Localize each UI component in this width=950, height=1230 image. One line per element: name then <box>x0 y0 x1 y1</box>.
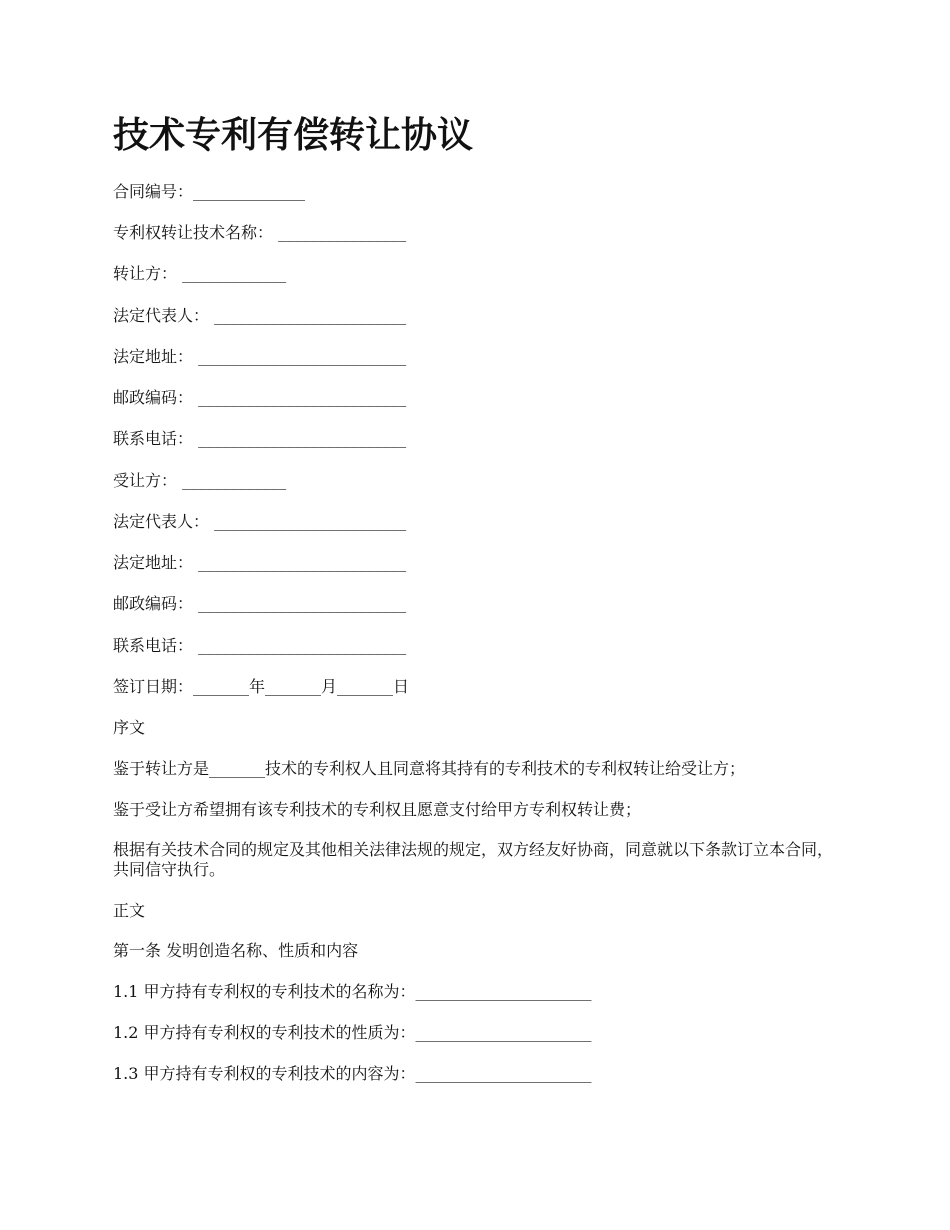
transferee-address-field: 法定地址： __________________________ <box>113 553 407 572</box>
patent-name-field: 专利权转让技术名称： ________________ <box>113 223 407 242</box>
preamble-paragraph-2: 鉴于受让方希望拥有该专利技术的专利权且愿意支付给甲方专利权转让费； <box>113 800 642 819</box>
transferee-field: 受让方： _____________ <box>113 471 287 490</box>
preamble-heading: 序文 <box>113 718 146 737</box>
article-1-heading: 第一条 发明创造名称、性质和内容 <box>113 941 359 960</box>
sign-date-field: 签订日期：_______年_______月_______日 <box>113 677 410 696</box>
transferor-postcode-field: 邮政编码： __________________________ <box>113 388 407 407</box>
transferee-postcode-field: 邮政编码： __________________________ <box>113 594 407 613</box>
transferor-phone-field: 联系电话： __________________________ <box>113 429 407 448</box>
preamble-paragraph-1: 鉴于转让方是_______技术的专利权人且同意将其持有的专利技术的专利权转让给受让方； <box>113 759 746 778</box>
body-heading: 正文 <box>113 901 146 920</box>
transferor-field: 转让方： _____________ <box>113 264 287 283</box>
clause-1-2: 1.2 甲方持有专利权的专利技术的性质为：______________________ <box>113 1023 592 1042</box>
clause-1-3: 1.3 甲方持有专利权的专利技术的内容为：______________________ <box>113 1064 592 1083</box>
preamble-paragraph-3: 根据有关技术合同的规定及其他相关法律法规的规定，双方经友好协商，同意就以下条款订立本合同，共同信守执行。 <box>113 840 834 879</box>
contract-number-field: 合同编号：______________ <box>113 182 306 201</box>
clause-1-1: 1.1 甲方持有专利权的专利技术的名称为：______________________ <box>113 982 592 1001</box>
document-title: 技术专利有偿转让协议 <box>113 115 474 156</box>
transferee-representative-field: 法定代表人： ________________________ <box>113 512 407 531</box>
transferor-address-field: 法定地址： __________________________ <box>113 347 407 366</box>
transferor-representative-field: 法定代表人： ________________________ <box>113 306 407 325</box>
transferee-phone-field: 联系电话： __________________________ <box>113 636 407 655</box>
